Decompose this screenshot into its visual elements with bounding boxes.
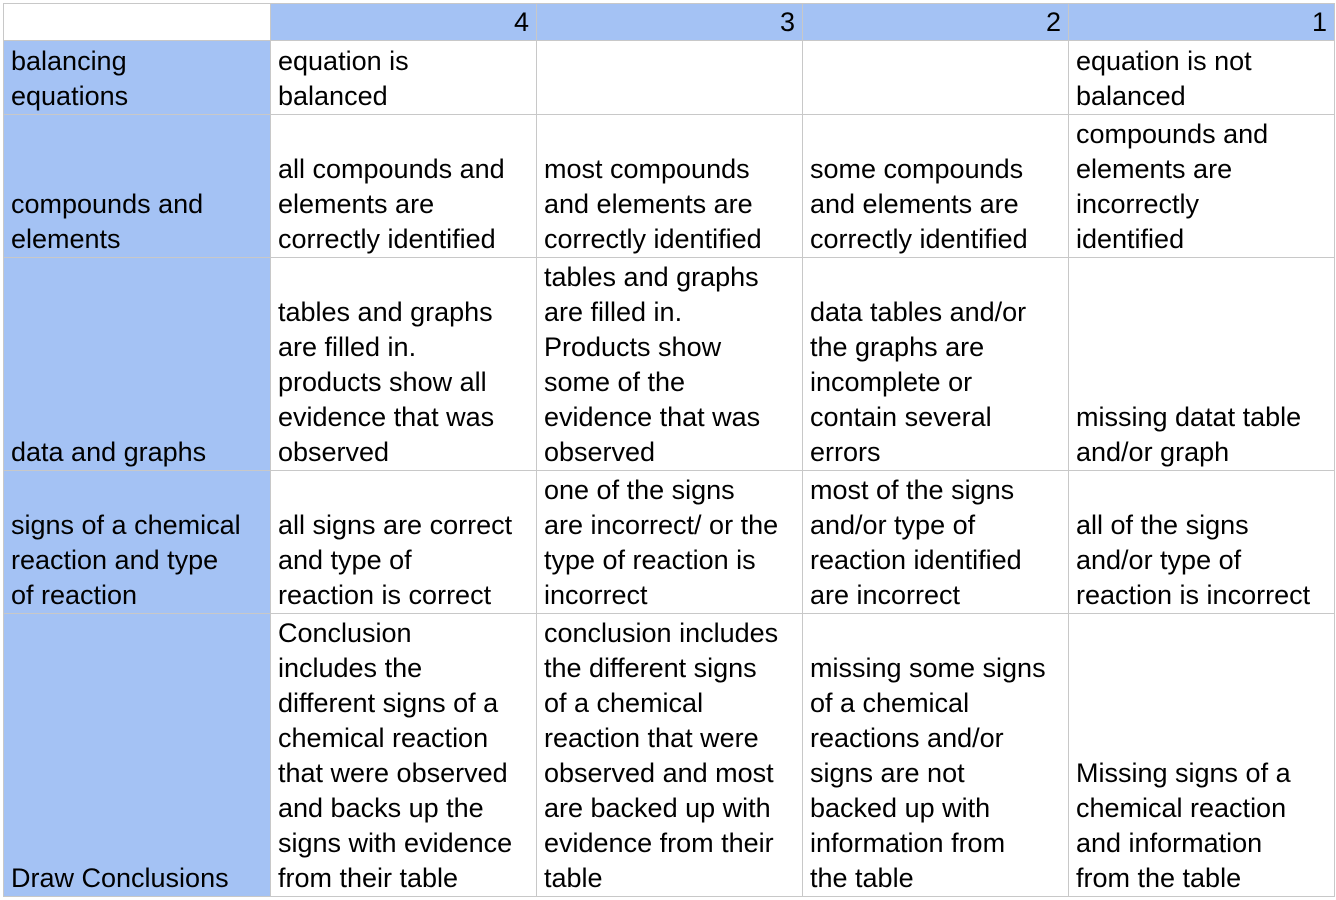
row-header-cell[interactable]: signs of a chemical reaction and type of reaction bbox=[4, 471, 271, 614]
table-cell[interactable]: compounds and elements are incorrectly identified bbox=[1069, 115, 1335, 258]
table-row bbox=[4, 471, 1335, 614]
table-cell[interactable]: tables and graphs are filled in. products show all evidence that was observed bbox=[271, 258, 537, 471]
table-cell[interactable] bbox=[537, 41, 803, 115]
table-cell[interactable]: all signs are correct and type of reaction is correct bbox=[271, 471, 537, 614]
table-cell[interactable]: most compounds and elements are correctly identified bbox=[537, 115, 803, 258]
table-cell[interactable]: some compounds and elements are correctly identified bbox=[803, 115, 1069, 258]
row-header-cell[interactable]: compounds and elements bbox=[4, 115, 271, 258]
score-header-4[interactable]: 4 bbox=[271, 4, 537, 41]
table-row bbox=[4, 258, 1335, 471]
table-cell[interactable]: tables and graphs are filled in. Products show some of the evidence that was observed bbox=[537, 258, 803, 471]
corner-cell[interactable] bbox=[4, 4, 271, 41]
table-cell[interactable]: all compounds and elements are correctly identified bbox=[271, 115, 537, 258]
row-header-cell[interactable]: balancing equations bbox=[4, 41, 271, 115]
table-cell[interactable]: missing some signs of a chemical reactions and/or signs are not backed up with information from the table bbox=[803, 614, 1069, 897]
table-cell[interactable]: one of the signs are incorrect/ or the type of reaction is incorrect bbox=[537, 471, 803, 614]
table-cell[interactable]: conclusion includes the different signs of a chemical reaction that were observed and most are backed up with evidence from their table bbox=[537, 614, 803, 897]
table-cell[interactable]: all of the signs and/or type of reaction is incorrect bbox=[1069, 471, 1335, 614]
table-row bbox=[4, 115, 1335, 258]
score-header-3[interactable]: 3 bbox=[537, 4, 803, 41]
table-row bbox=[4, 41, 1335, 115]
row-header-cell[interactable]: Draw Conclusions bbox=[4, 614, 271, 897]
table-cell[interactable]: missing datat table and/or graph bbox=[1069, 258, 1335, 471]
table-cell[interactable]: data tables and/or the graphs are incomplete or contain several errors bbox=[803, 258, 1069, 471]
table-cell[interactable] bbox=[803, 41, 1069, 115]
score-header-2[interactable]: 2 bbox=[803, 4, 1069, 41]
rubric-table bbox=[3, 3, 1335, 897]
table-cell[interactable]: equation is balanced bbox=[271, 41, 537, 115]
table-cell[interactable]: equation is not balanced bbox=[1069, 41, 1335, 115]
score-header-1[interactable]: 1 bbox=[1069, 4, 1335, 41]
table-row bbox=[4, 614, 1335, 897]
header-row bbox=[4, 4, 1335, 41]
table-cell[interactable]: Conclusion includes the different signs of a chemical reaction that were observed and backs up the signs with evidence from their table bbox=[271, 614, 537, 897]
row-header-cell[interactable]: data and graphs bbox=[4, 258, 271, 471]
table-cell[interactable]: Missing signs of a chemical reaction and information from the table bbox=[1069, 614, 1335, 897]
table-cell[interactable]: most of the signs and/or type of reaction identified are incorrect bbox=[803, 471, 1069, 614]
